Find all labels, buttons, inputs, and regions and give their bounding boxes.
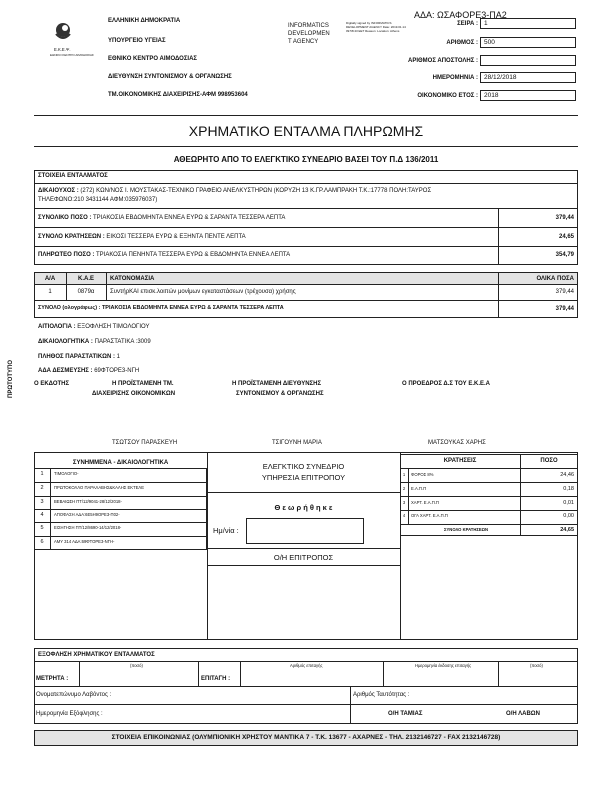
attached-n-5: 5 [40, 525, 44, 531]
synoliko-poso-amount: 379,44 [555, 215, 574, 221]
sig-ekdotis: Ο ΕΚΔΟΤΗΣ [34, 381, 70, 387]
aitiologia-row [38, 324, 149, 330]
synolo-kratiseon-text: ΕΙΚΟΣΙ ΤΕΣΣΕΡΑ ΕΥΡΩ & ΕΞΗΝΤΑ ΠΕΝΤΕ ΛΕΠΤΑ [106, 234, 246, 240]
attached-n-1: 1 [40, 471, 44, 477]
payoff-metrita: ΜΕΤΡΗΤΑ : [36, 676, 69, 682]
attached-text-6: ΑΜΥ 314 ΑΔΑ:69ΦΤΟΡΕ3-ΝΓΗ- [54, 539, 115, 544]
header-line-1: ΕΛΛΗΝΙΚΗ ΔΗΜΟΚΡΑΤΙΑ [108, 18, 181, 24]
sig-proist-tm-1: Η ΠΡΟΪΣΤΑΜΕΝΗ ΤΜ. [112, 381, 174, 387]
synolo-kratiseon-row [38, 234, 246, 240]
deduction-n-2: 2 [402, 486, 406, 491]
deduction-n-4: 4 [402, 513, 406, 518]
dikaiologitika-label: ΔΙΚΑΙΟΛΟΓΗΤΙΚΑ : [38, 339, 93, 345]
kae-row-kae: 0879α [77, 289, 95, 295]
dikaiouxos-label: ΔΙΚΑΙΟΥΧΟΣ : [38, 188, 79, 194]
logo-subtitle: ΕΘΝΙΚΟ ΚΕΝΤΡΟ ΑΙΜΟΔΟΣΙΑΣ [50, 53, 94, 57]
dikaiologitika-value: ΠΑΡΑΣΤΑΤΙΚΑ :3009 [94, 339, 151, 345]
sig-name-1: ΤΣΩΤΣΟΥ ΠΑΡΑΣΚΕΥΗ [112, 440, 178, 446]
attached-n-4: 4 [40, 512, 44, 518]
header-line-4: ΔΙΕΥΘΥΝΣΗ ΣΥΝΤΟΝΙΣΜΟΥ & ΟΡΓΑΝΩΣΗΣ [108, 74, 232, 80]
sig-proist-dief-2: ΣΥΝΤΟΝΙΣΜΟΥ & ΟΡΓΑΝΩΣΗΣ [236, 391, 324, 397]
payoff-imerominia-ekdosis: Ημερομηνία έκδοσης επιταγής [415, 663, 472, 668]
header-line-2: ΥΠΟΥΡΓΕΙΟ ΥΓΕΙΑΣ [108, 38, 166, 44]
oikonomiko-etos-value: 2018 [480, 90, 576, 101]
dikaiouxos-value: (272) ΚΩΝ/ΝΟΣ Ι. ΜΟΥΣΤΑΚΑΣ-ΤΕΧΝΙΚΟ ΓΡΑΦΕΙΟ ΑΝΕΛΚΥΣΤΗΡΩΝ (ΚΟΡΥΖΗ 13 Κ.ΓΡ.ΛΑΜΠΡΑΚΗ Τ.Κ.:17778 ΠΟΛΗ:ΤΑΥΡΟΣ [80, 188, 432, 194]
attached-text-1: ΤΙΜΟΛΟΓΙΟ- [54, 471, 79, 476]
sig-name-3: ΜΑΤΣΟΥΚΑΣ ΧΑΡΗΣ [428, 440, 486, 446]
kae-header-name: ΚΑΤΟΝΟΜΑΣΙΑ [110, 276, 155, 282]
plithos-label: ΠΛΗΘΟΣ ΠΑΡΑΣΤΑΤΙΚΩΝ : [38, 354, 115, 360]
audit-footer: Ο/Η ΕΠΙΤΡΟΠΟΣ [273, 553, 334, 562]
attached-n-2: 2 [40, 485, 44, 491]
document-subtitle: ΑΘΕΩΡΗΤΟ ΑΠΟ ΤΟ ΕΛΕΓΚΤΙΚΟ ΣΥΝΕΔΡΙΟ ΒΑΣΕΙ ΤΟΥ Π.Δ 136/2011 [173, 155, 439, 164]
payoff-poso-2: (ποσό) [530, 663, 543, 668]
prototypo-side-label: ΠΡΩΤΟΤΥΠΟ [8, 359, 14, 398]
sig-proist-dief-1: Η ΠΡΟΪΣΤΑΜΕΝΗ ΔΙΕΥΘΥΝΣΗΣ [232, 381, 322, 387]
sig-proist-tm-2: ΔΙΑΧΕΙΡΙΣΗΣ ΟΙΚΟΝΟΜΙΚΩΝ [92, 391, 176, 397]
synolo-kratiseon-amount: 24,65 [558, 234, 574, 240]
aitiologia-value: ΕΞΟΦΛΗΣΗ ΤΙΜΟΛΟΓΙΟΥ [77, 324, 150, 330]
payoff-onomatep: Ονοματεπώνυμο Λαβόντος : [36, 692, 112, 698]
deductions-total-label: ΣΥΝΟΛΟ ΚΡΑΤΗΣΕΩΝ [444, 527, 489, 532]
imerominia-value: 28/12/2018 [480, 72, 576, 83]
deduction-amount-1: 24,46 [560, 472, 574, 478]
payoff-arithmos-epitagis: Αριθμός επιταγής [290, 663, 323, 668]
imerominia-label: ΗΜΕΡΟΜΗΝΙΑ : [432, 75, 478, 81]
pliroteo-poso-row [38, 252, 290, 258]
kae-row-aa: 1 [48, 289, 52, 295]
deduction-name-2: Ε.Α.Π.Π [411, 486, 427, 491]
logo-text: Ε.Κ.Ε.Ψ. [54, 47, 71, 52]
attached-text-2: ΠΡΩΤΟΚΟΛΛΟ ΠΑΡΑΛΑΒΗΣ&ΚΑΛΗΣ ΕΚΤΕΛΕ [54, 485, 145, 490]
deductions-total-amount: 24,65 [560, 527, 574, 533]
attached-text-4: ΑΠΟΦΑΣΗ ΑΔΑ:6Ε5Η9ΟΡΕ3-Π02- [54, 512, 120, 517]
kae-total-label: ΣΥΝΟΛΟ (ολογράφως) : ΤΡΙΑΚΟΣΙΑ ΕΒΔΟΜΗΝΤΑ ΕΝΝΕΑ ΕΥΡΩ & ΣΑΡΑΝΤΑ ΤΕΣΣΕΡΑ ΛΕΠΤΑ [38, 305, 284, 311]
payoff-epitagi: ΕΠΙΤΑΓΗ : [201, 676, 231, 682]
ada-desmeusis-label: ΑΔΑ ΔΕΣΜΕΥΣΗΣ : [38, 368, 93, 374]
attached-n-3: 3 [40, 499, 44, 505]
plithos-row [38, 354, 120, 360]
pliroteo-poso-text: ΤΡΙΑΚΟΣΙΑ ΠΕΝΗΝΤΑ ΤΕΣΣΕΡΑ ΕΥΡΩ & ΕΒΔΟΜΗΝΤΑ ΕΝΝΕΑ ΛΕΠΤΑ [95, 252, 291, 258]
deduction-name-4: ΟΓΑ ΧΑΡΤ. Ε.Α.Π.Π [411, 513, 448, 518]
ida-line-3: T AGENCY [288, 39, 319, 45]
deduction-n-3: 3 [402, 500, 406, 505]
stoixeia-heading: ΣΤΟΙΧΕΙΑ ΕΝΤΑΛΜΑΤΟΣ [38, 173, 108, 179]
audit-theorithike: Θ ε ω ρ ή θ η κ ε [274, 503, 333, 512]
audit-line-1: ΕΛΕΓΚΤΙΚΟ ΣΥΝΕΔΡΙΟ [262, 462, 345, 471]
ida-line-2: DEVELOPMEN [288, 31, 330, 37]
seira-value: 1 [480, 18, 576, 29]
deductions-header-name: ΚΡΑΤΗΣΕΙΣ [443, 458, 477, 464]
deduction-amount-2: 0,18 [563, 486, 574, 492]
audit-stamp-box [246, 518, 364, 544]
ada-desmeusis-value: 69ΦΤΟΡΕ3-ΝΓΗ [94, 368, 140, 374]
attached-text-5: ΕΙΣΗΓΗΣΗ ΠΤ/12/8690-14/12/2018- [54, 525, 122, 530]
header-line-3: ΕΘΝΙΚΟ ΚΕΝΤΡΟ ΑΙΜΟΔΟΣΙΑΣ [108, 56, 198, 62]
deduction-name-1: ΦΟΡΟΣ 8% [411, 472, 434, 477]
dikaiouxos-line-1 [38, 188, 431, 194]
synolo-kratiseon-label: ΣΥΝΟΛΟ ΚΡΑΤΗΣΕΩΝ : [38, 234, 105, 240]
sig-name-2: ΤΣΙΓΟΥΝΗ ΜΑΡΙΑ [272, 440, 322, 446]
deduction-amount-3: 0,01 [563, 500, 574, 506]
synoliko-poso-text: ΤΡΙΑΚΟΣΙΑ ΕΒΔΟΜΗΝΤΑ ΕΝΝΕΑ ΕΥΡΩ & ΣΑΡΑΝΤΑ ΤΕΣΣΕΡΑ ΛΕΠΤΑ [93, 215, 286, 221]
header-line-5: ΤΜ.ΟΙΚΟΝΟΜΙΚΗΣ ΔΙΑΧΕΙΡΙΣΗΣ-ΑΦΜ 998953604 [108, 92, 248, 98]
payoff-lavon: Ο/Η ΛΑΒΩΝ [506, 711, 540, 717]
arithmos-value: 500 [480, 37, 576, 48]
kae-header-aa: Α/Α [44, 276, 56, 282]
ida-line-1: INFORMATICS [288, 23, 329, 29]
kae-row-amount: 379,44 [555, 289, 574, 295]
kae-total-amount: 379,44 [555, 306, 574, 312]
deduction-name-3: ΧΑΡΤ. Ε.Α.Π.Π [411, 500, 439, 505]
arithmos-apostolis-label: ΑΡΙΘΜΟΣ ΑΠΟΣΤΟΛΗΣ : [408, 58, 478, 64]
audit-date-label: Ημ/νία : [213, 526, 239, 535]
deduction-n-1: 1 [402, 472, 406, 477]
arithmos-apostolis-value [480, 55, 576, 66]
oikonomiko-etos-label: ΟΙΚΟΝΟΜΙΚΟ ΕΤΟΣ : [417, 93, 478, 99]
arithmos-label: ΑΡΙΘΜΟΣ : [446, 40, 478, 46]
contact-text: ΣΤΟΙΧΕΙΑ ΕΠΙΚΟΙΝΩΝΙΑΣ (ΟΛΥΜΠΙΟΝΙΚΗ ΧΡΗΣΤΟΥ ΜΑΝΤΙΚΑ 7 - Τ.Κ. 13677 - ΑΧΑΡΝΕΣ - ΤΗΛ. 2132146727 - FAX 2132146728) [111, 734, 501, 741]
payoff-tamias: Ο/Η ΤΑΜΙΑΣ [388, 711, 423, 717]
plithos-value: 1 [116, 354, 120, 360]
aitiologia-label: ΑΙΤΙΟΛΟΓΙΑ : [38, 324, 76, 330]
attached-text-3: ΒΕΒΑΙΩΣΗ ΠΤ/12/9041-28/12/2018- [54, 499, 122, 504]
attached-n-6: 6 [40, 539, 44, 545]
title-top-rule [34, 115, 578, 116]
dikaiologitika-row [38, 339, 151, 345]
kae-header-amount: ΟΛΙΚΑ ΠΟΣΑ [536, 276, 574, 282]
attached-heading: ΣΥΝΗΜΜΕΝΑ - ΔΙΚΑΙΟΛΟΓΗΤΙΚΑ [72, 460, 169, 466]
payoff-imerominia-exoflisis: Ημερομηνία Εξόφλησης : [36, 711, 103, 717]
ada-code: ΑΔΑ: ΩΣΑΦΟΡΕ3-ΠΑ2 [414, 10, 507, 20]
pliroteo-poso-label: ΠΛΗΡΩΤΕΟ ΠΟΣΟ : [38, 252, 95, 258]
dikaiouxos-line-2: ΤΗΛΕΦΩΝΟ:210 3431144 ΑΦΜ:035976037) [38, 197, 158, 203]
deductions-header-amount: ΠΟΣΟ [540, 458, 558, 464]
payoff-poso-1: (ποσό) [130, 663, 143, 668]
kae-row-name: ΣυντήρΚΑΙ επισκ.λοιπών μονίμων εγκαταστάσεων (τρέχουσα) χρήσης [110, 289, 296, 295]
ada-desmeusis-row [38, 368, 139, 374]
audit-line-2: ΥΠΗΡΕΣΙΑ ΕΠΙΤΡΟΠΟΥ [261, 473, 346, 482]
sig-proedros: Ο ΠΡΟΕΔΡΟΣ Δ.Σ ΤΟΥ Ε.Κ.Ε.Α [402, 381, 491, 387]
synoliko-poso-label: ΣΥΝΟΛΙΚΟ ΠΟΣΟ : [38, 215, 92, 221]
pliroteo-poso-amount: 354,79 [555, 252, 574, 258]
ida-signature-text: Digitally signed by INFORMATICS DEVELOPMENT AGENCY Date: 2019.01.14 09:58:43 EET Reason: Location: Athens [346, 21, 406, 33]
document-title: ΧΡΗΜΑΤΙΚΟ ΕΝΤΑΛΜΑ ΠΛΗΡΩΜΗΣ [188, 123, 424, 139]
kae-header-kae: Κ.Α.Ε [77, 276, 94, 282]
deduction-amount-4: 0,00 [563, 513, 574, 519]
payoff-tautotita: Αριθμός Ταυτότητας : [353, 692, 410, 698]
payoff-heading: ΕΞΟΦΛΗΣΗ ΧΡΗΜΑΤΙΚΟΥ ΕΝΤΑΛΜΑΤΟΣ [38, 652, 155, 658]
ekea-logo-icon [50, 20, 76, 46]
title-bottom-rule [34, 146, 578, 147]
seira-label: ΣΕΙΡΑ : [457, 21, 478, 27]
synoliko-poso-row [38, 215, 285, 221]
